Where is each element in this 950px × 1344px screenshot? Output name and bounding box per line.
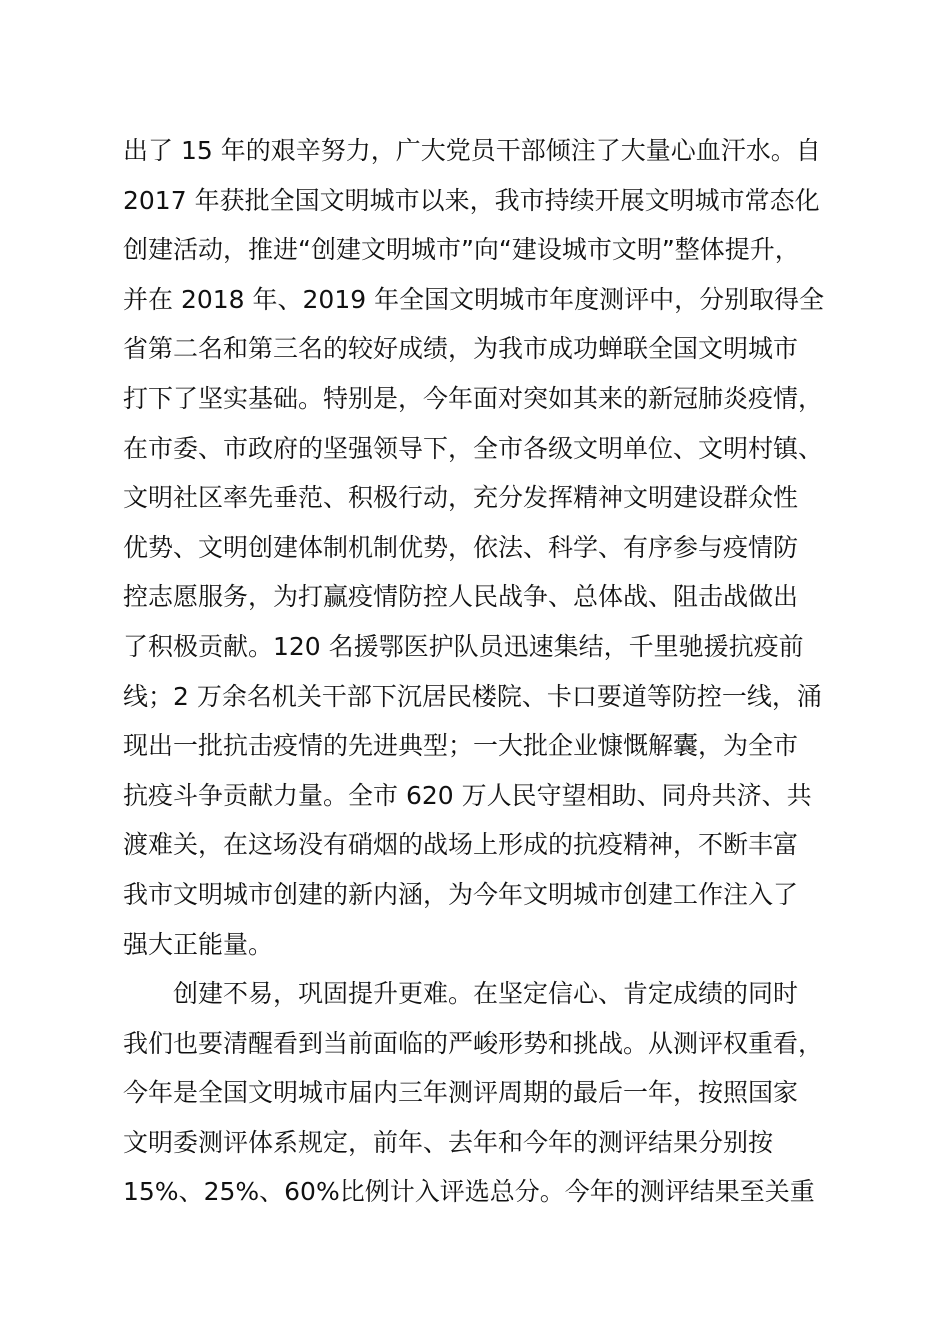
text-line: 文明社区率先垂范、积极行动，充分发挥精神文明建设群众性 bbox=[123, 483, 799, 513]
text-line: 省第二名和第三名的较好成绩，为我市成功蝉联全国文明城市 bbox=[123, 334, 799, 364]
text-line: 了积极贡献。120 名援鄂医护队员迅速集结，千里驰援抗疫前 bbox=[123, 631, 804, 661]
text-line: 渡难关，在这场没有硝烟的战场上形成的抗疫精神，不断丰富 bbox=[123, 830, 799, 860]
text-line: 出了 15 年的艰辛努力，广大党员干部倾注了大量心血汗水。自 bbox=[123, 136, 821, 165]
text-line: 线；2 万余名机关干部下沉居民楼院、卡口要道等防控一线，涌 bbox=[123, 681, 822, 711]
text-line: 优势、文明创建体制机制优势，依法、科学、有序参与疫情防 bbox=[123, 532, 799, 562]
paragraph-1 bbox=[123, 126, 863, 969]
text-line: 控志愿服务，为打赢疫情防控人民战争、总体战、阻击战做出 bbox=[123, 582, 799, 612]
text-line: 抗疫斗争贡献力量。全市 620 万人民守望相助、同舟共济、共 bbox=[123, 780, 812, 810]
text-line: 并在 2018 年、2019 年全国文明城市年度测评中，分别取得全 bbox=[123, 284, 825, 314]
text-line: 文明委测评体系规定，前年、去年和今年的测评结果分别按 bbox=[123, 1127, 774, 1157]
text-line: 强大正能量。 bbox=[123, 929, 274, 959]
text-line: 我市文明城市创建的新内涵，为今年文明城市创建工作注入了 bbox=[123, 879, 799, 909]
text-line: 现出一批抗击疫情的先进典型；一大批企业慷慨解囊，为全市 bbox=[123, 731, 799, 761]
text-line: 打下了坚实基础。特别是，今年面对突如其来的新冠肺炎疫情， bbox=[123, 383, 824, 413]
text-line: 在市委、市政府的坚强领导下，全市各级文明单位、文明村镇、 bbox=[123, 433, 824, 463]
body-text bbox=[123, 126, 863, 1217]
text-line: 2017 年获批全国文明城市以来，我市持续开展文明城市常态化 bbox=[123, 185, 820, 215]
text-line: 创建活动，推进“创建文明城市”向“建设城市文明”整体提升， bbox=[123, 235, 800, 265]
paragraph-2 bbox=[123, 969, 863, 1217]
text-line: 15%、25%、60%比例计入评选总分。今年的测评结果至关重 bbox=[123, 1177, 815, 1207]
text-line: 今年是全国文明城市届内三年测评周期的最后一年，按照国家 bbox=[123, 1078, 799, 1108]
text-line: 我们也要清醒看到当前面临的严峻形势和挑战。从测评权重看， bbox=[123, 1028, 824, 1058]
text-line-indented: 创建不易，巩固提升更难。在坚定信心、肯定成绩的同时 bbox=[173, 979, 799, 1009]
